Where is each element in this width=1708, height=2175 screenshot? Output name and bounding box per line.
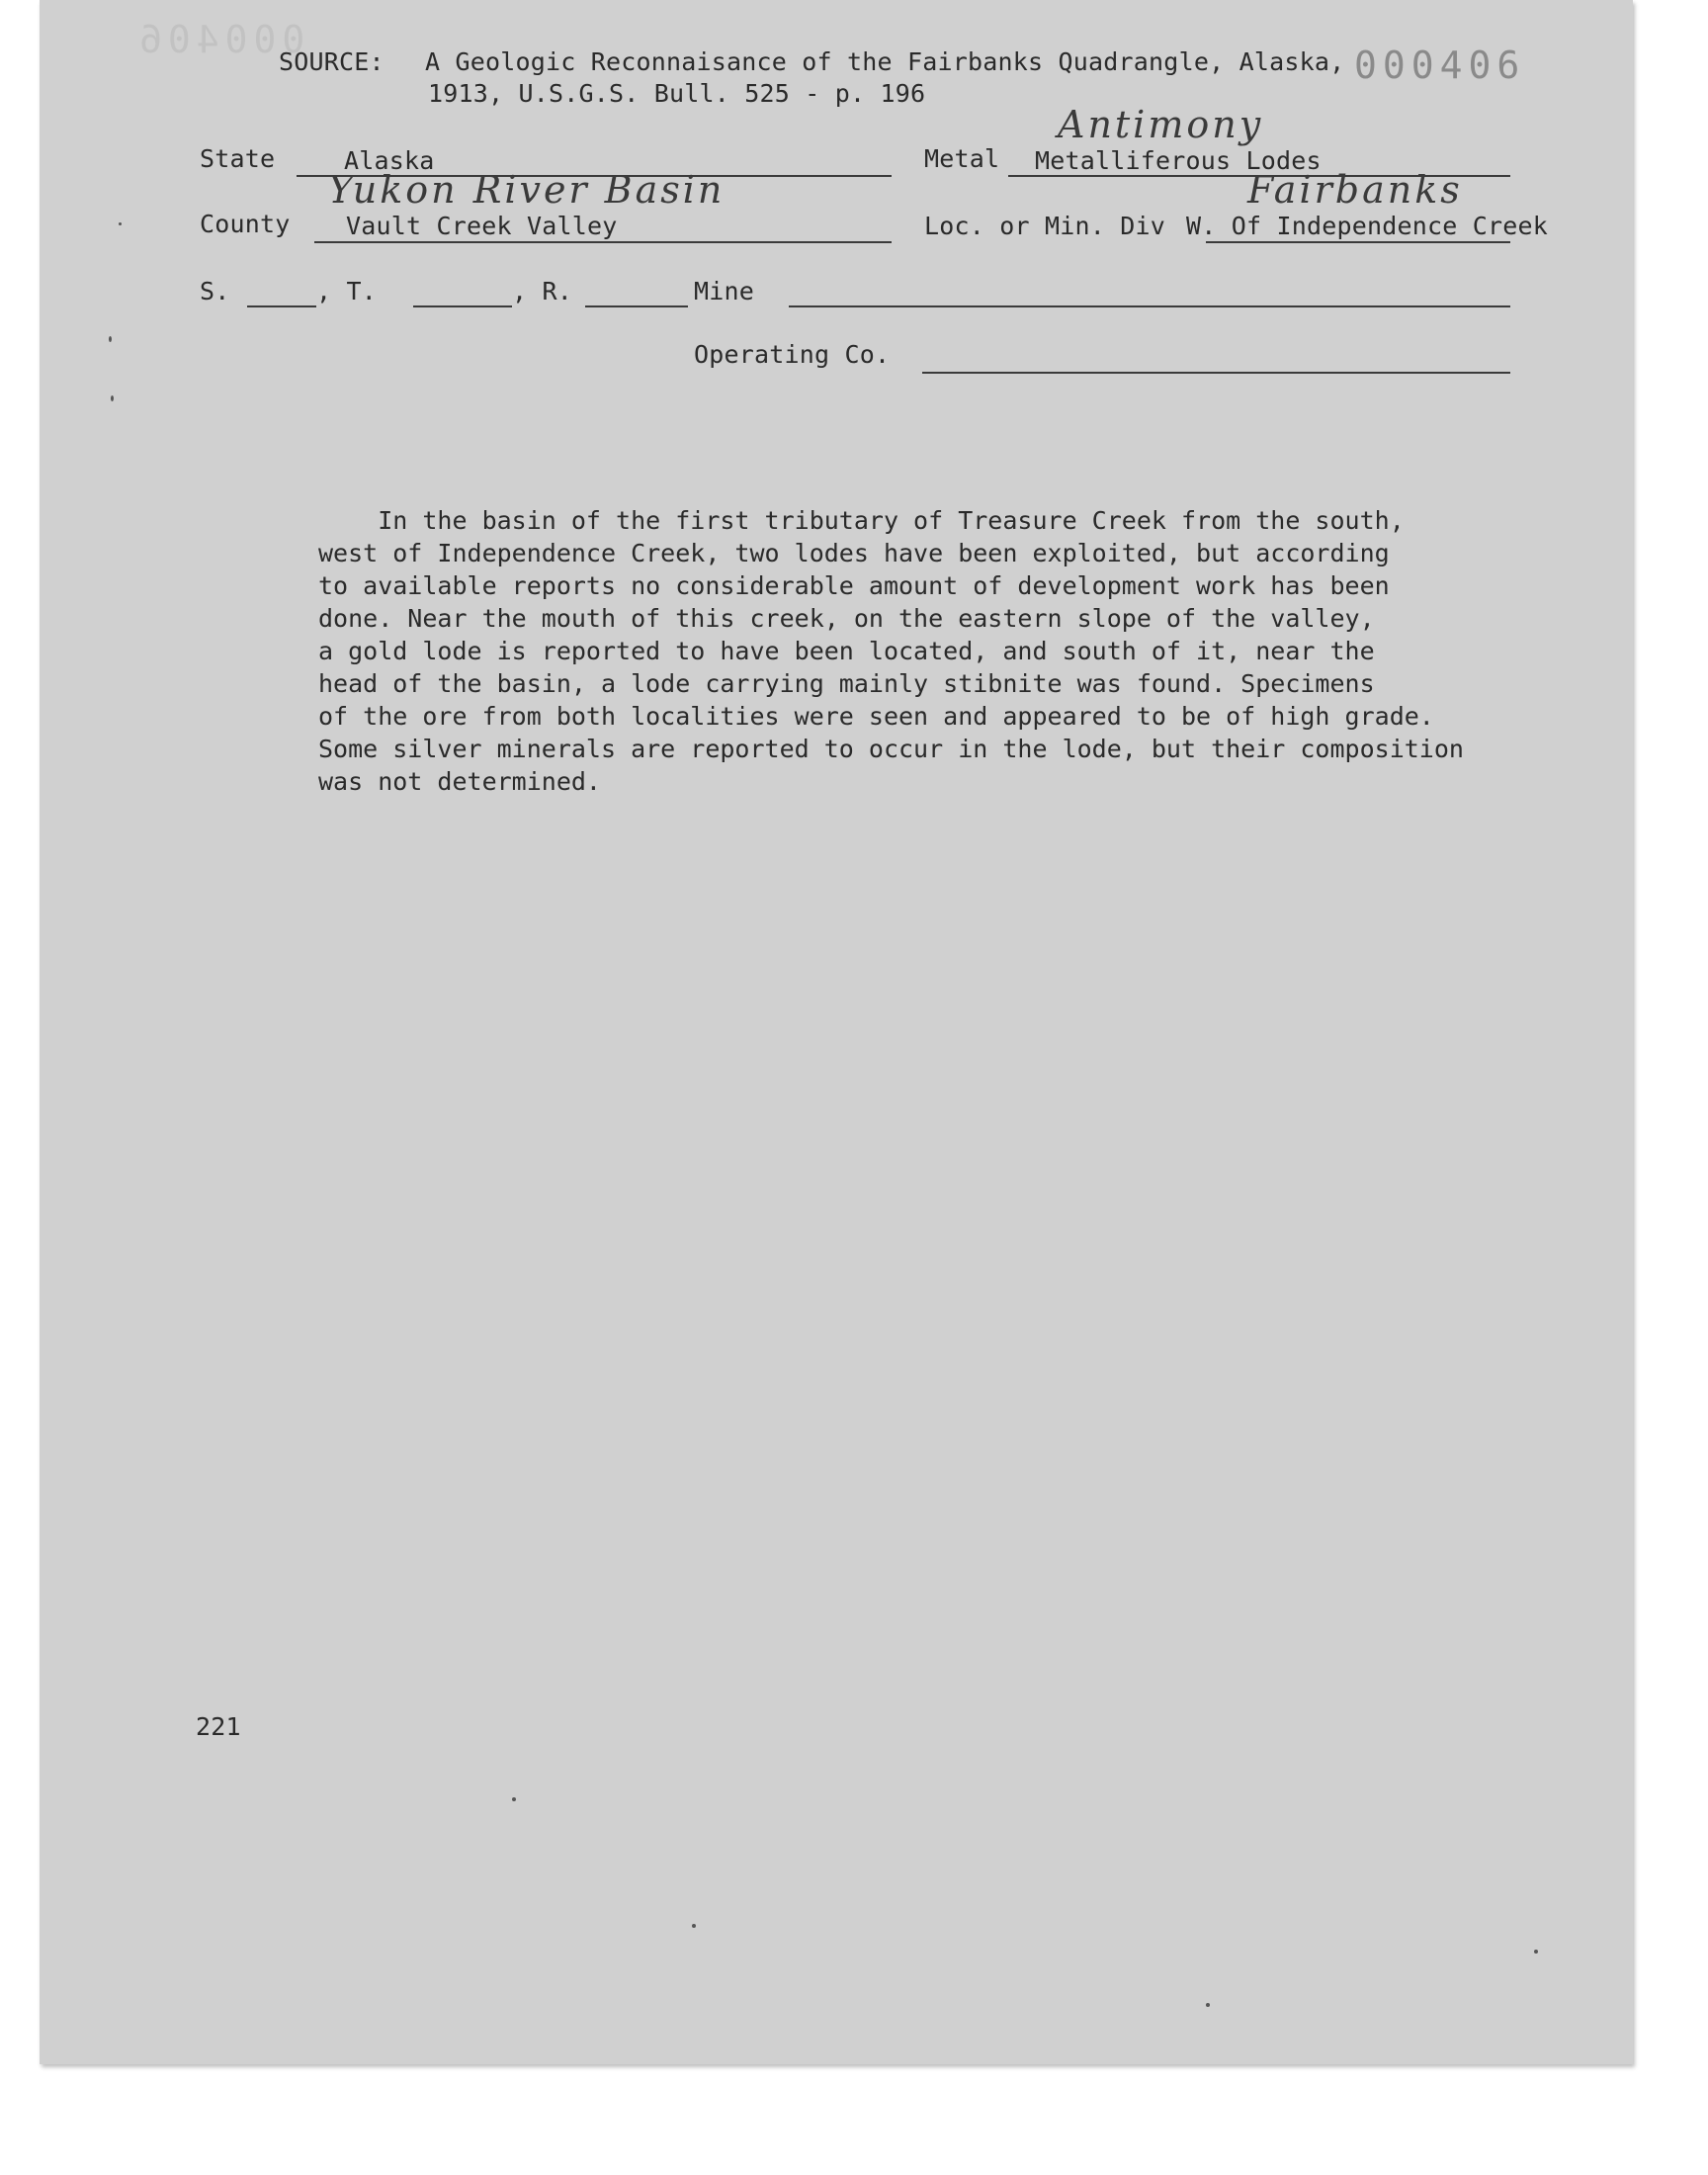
metal-handwritten: Antimony: [1058, 103, 1264, 146]
operating-co-label: Operating Co.: [694, 340, 891, 369]
body-line: was not determined.: [318, 767, 601, 796]
source-label: SOURCE:: [279, 47, 384, 76]
body-line: head of the basin, a lode carrying mainly stibnite was found. Specimens: [318, 669, 1375, 698]
state-value: Alaska: [344, 146, 435, 175]
range-underline: [585, 305, 688, 307]
source-line-2: 1913, U.S.G.S. Bull. 525 - p. 196: [428, 79, 926, 108]
dust-speck: [692, 1924, 696, 1928]
body-paragraph: [318, 504, 1623, 798]
loc-label: Loc. or Min. Div: [924, 212, 1166, 240]
county-handwritten: Yukon River Basin: [328, 168, 726, 212]
county-label: County: [200, 210, 291, 238]
body-line: of the ore from both localities were seen and appeared to be of high grade.: [318, 702, 1434, 731]
mine-label: Mine: [694, 277, 755, 305]
section-label: S.: [200, 277, 230, 305]
county-value: Vault Creek Valley: [346, 212, 618, 240]
body-line: Some silver minerals are reported to occur in the lode, but their composition: [318, 735, 1464, 763]
operating-co-underline: [922, 372, 1510, 374]
dust-speck: [512, 1797, 516, 1801]
township-underline: [413, 305, 512, 307]
body-line: done. Near the mouth of this creek, on the eastern slope of the valley,: [318, 604, 1375, 633]
dust-speck: [1206, 2003, 1210, 2007]
metal-value: Metalliferous Lodes: [1035, 146, 1322, 175]
section-underline: [247, 305, 316, 307]
dust-speck: [109, 336, 112, 342]
metal-label: Metal: [924, 144, 1000, 173]
dust-speck: [119, 222, 122, 225]
page-number: 221: [196, 1712, 241, 1741]
body-line: west of Independence Creek, two lodes have been exploited, but according: [318, 539, 1390, 567]
dust-speck: [111, 395, 114, 401]
source-line-1: A Geologic Reconnaisance of the Fairbanks Quadrangle, Alaska,: [425, 47, 1345, 76]
mine-underline: [789, 305, 1510, 307]
township-label: , T.: [316, 277, 378, 305]
dust-speck: [1534, 1950, 1538, 1954]
body-line: a gold lode is reported to have been located, and south of it, near the: [318, 637, 1375, 665]
range-label: , R.: [512, 277, 573, 305]
state-label: State: [200, 144, 276, 173]
document-page: [40, 0, 1633, 2064]
county-underline: [314, 241, 892, 243]
loc-handwritten: Fairbanks: [1247, 168, 1463, 212]
mirrored-stamp-number: 000406: [133, 18, 305, 61]
loc-value: W. Of Independence Creek: [1186, 212, 1549, 240]
body-line: In the basin of the first tributary of Treasure Creek from the south,: [318, 506, 1405, 535]
body-line: to available reports no considerable amount of development work has been: [318, 571, 1390, 600]
stamp-number: 000406: [1354, 44, 1526, 87]
loc-underline: [1206, 241, 1510, 243]
